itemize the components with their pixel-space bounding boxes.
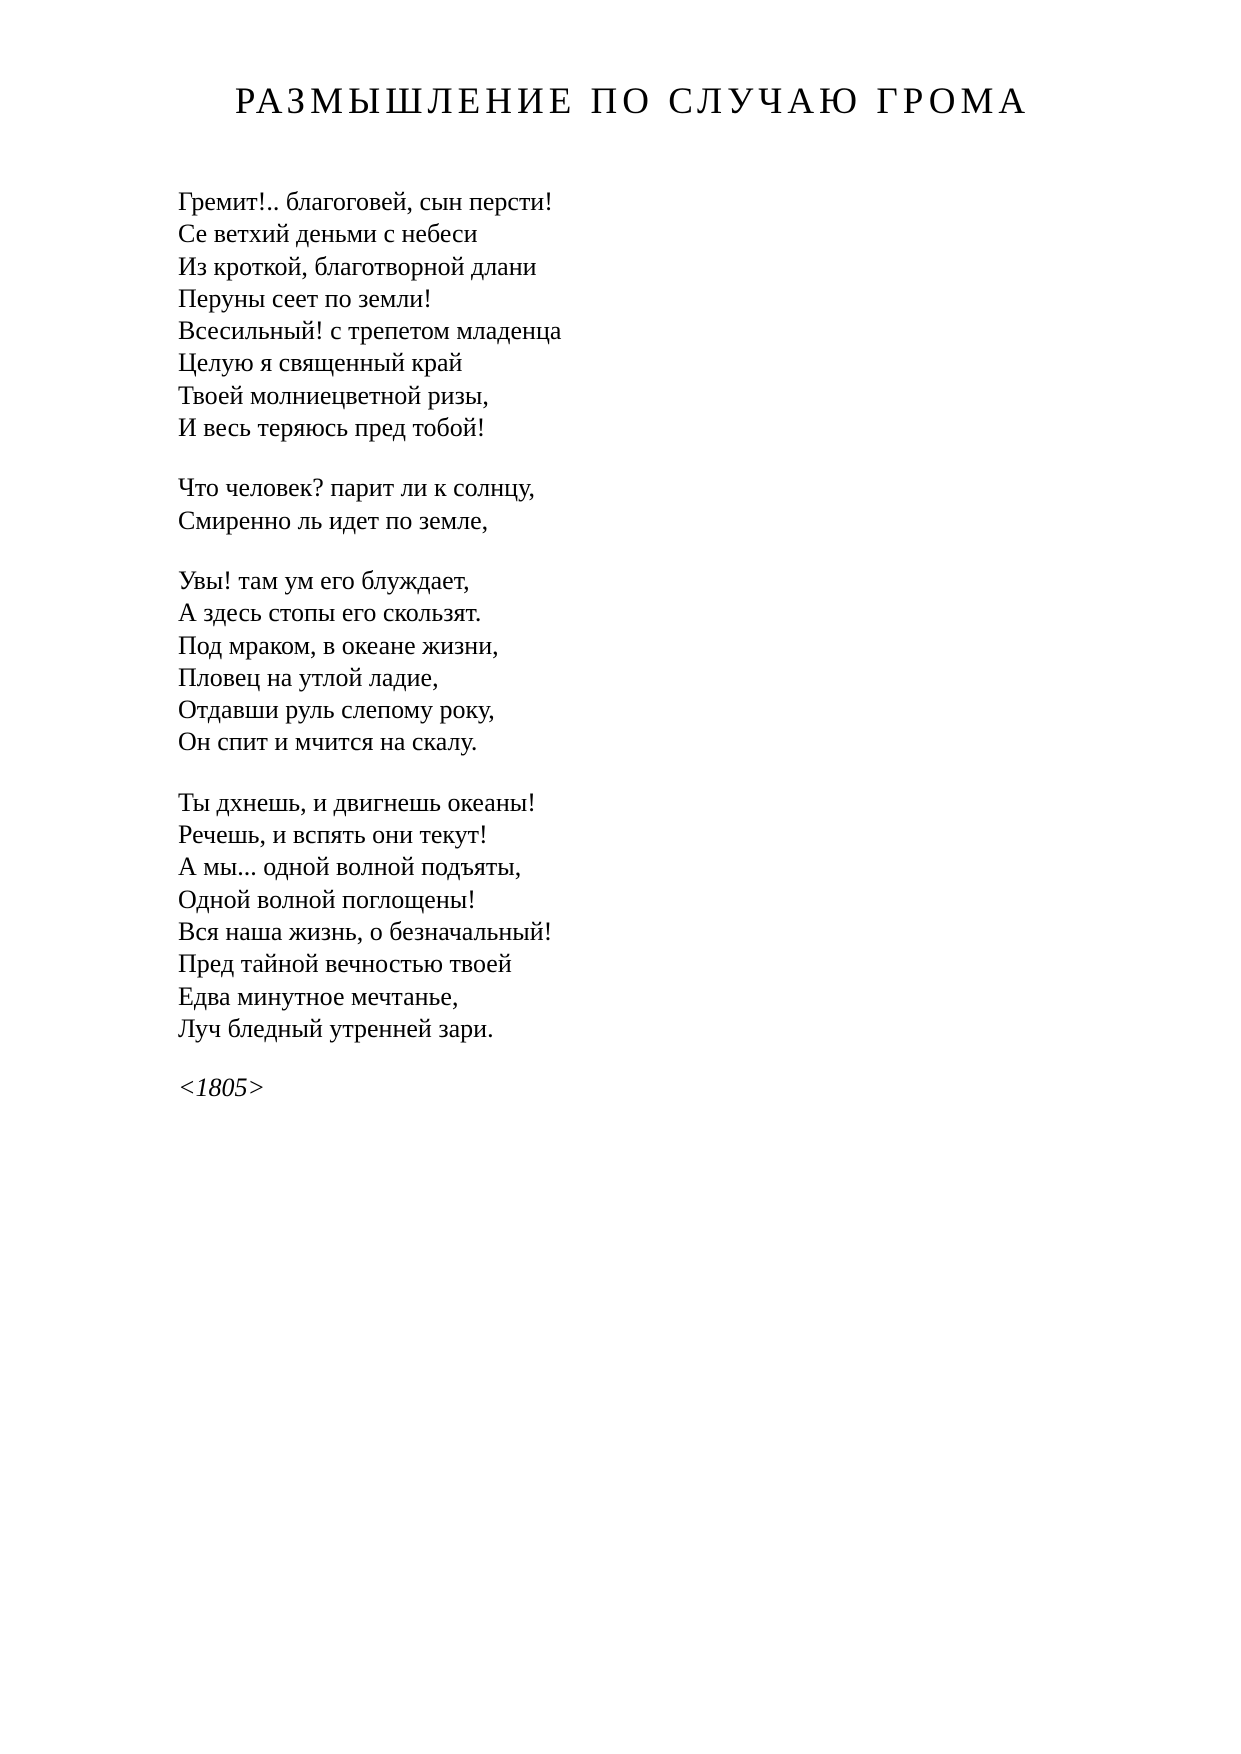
poem-title: РАЗМЫШЛЕНИЕ ПО СЛУЧАЮ ГРОМА [234, 81, 1031, 122]
poem-line: Перуны сеет по земли! [178, 283, 432, 313]
poem-line: Он спит и мчится на скалу. [178, 727, 478, 757]
poem-line: Всесильный! с трепетом младенца [178, 316, 562, 346]
poem-line: Ты дхнешь, и двигнешь океаны! [178, 787, 536, 817]
poem-line: А мы... одной волной подъяты, [178, 852, 522, 882]
poem-line: Речешь, и вспять они текут! [178, 820, 488, 850]
poem-line: Луч бледный утренней зари. [178, 1013, 494, 1043]
poem-line: Увы! там ум его блуждает, [178, 565, 470, 595]
poem-line: Едва минутное мечтанье, [178, 981, 459, 1011]
poem-line: Гремит!.. благоговей, сын персти! [178, 187, 553, 216]
poem-body [178, 186, 1078, 1104]
poem-line: Пловец на утлой ладие, [178, 662, 439, 692]
poem-line: Смиренно ль идет по земле, [178, 505, 489, 535]
poem-line: Под мраком, в океане жизни, [178, 630, 499, 660]
poem-line: Вся наша жизнь, о безначальный! [178, 916, 553, 946]
poem-line: Что человек? парит ли к солнцу, [178, 473, 535, 503]
poem-line: И весь теряюсь пред тобой! [178, 413, 486, 443]
stanza-3 [178, 565, 1078, 759]
poem-line: Целую я священный край [178, 348, 463, 378]
poem-line: Одной волной поглощены! [178, 884, 476, 914]
poem-line: Пред тайной вечностью твоей [178, 949, 512, 979]
stanza-2 [178, 472, 1078, 537]
poem-line: Твоей молниецветной ризы, [178, 380, 489, 410]
poem-line: А здесь стопы его скользят. [178, 598, 482, 628]
poem-date: <1805> [178, 1073, 266, 1103]
stanza-4 [178, 787, 1078, 1045]
poem-line: Из кроткой, благотворной длани [178, 251, 537, 281]
stanza-1 [178, 186, 1078, 444]
poem-line: Отдавши руль слепому року, [178, 695, 495, 725]
poem-line: Се ветхий деньми с небеси [178, 219, 478, 249]
